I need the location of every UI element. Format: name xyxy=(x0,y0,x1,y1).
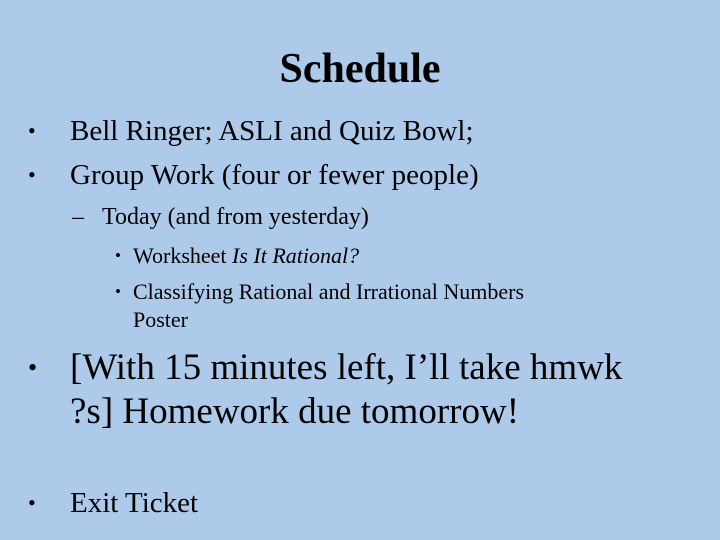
sub-sub-item-poster xyxy=(115,278,524,334)
sub-item-text: Today (and from yesterday) xyxy=(102,204,369,230)
bullet-text: Group Work (four or fewer people) xyxy=(70,159,479,191)
sub-sub-item-worksheet xyxy=(115,242,359,270)
bullet-icon: • xyxy=(28,118,36,143)
worksheet-prefix: Worksheet xyxy=(133,243,233,268)
bullet-icon: • xyxy=(28,353,38,382)
sub-sub-item-text xyxy=(133,242,359,270)
poster-line-2: Poster xyxy=(133,307,188,332)
bullet-text: [With 15 minutes left, I’ll take hmwk ?s] Homework due tomorrow! xyxy=(70,347,623,432)
bullet-icon: • xyxy=(115,246,121,265)
bullet-icon: • xyxy=(115,282,121,301)
worksheet-title: Is It Rational? xyxy=(232,243,360,268)
bullet-text: Bell Ringer; ASLI and Quiz Bowl; xyxy=(70,115,474,147)
bullet-icon: • xyxy=(28,162,36,187)
dash-icon: – xyxy=(72,204,84,230)
bullet-item-group-work xyxy=(28,158,479,192)
bullet-text: Exit Ticket xyxy=(70,487,199,519)
bullet-icon: • xyxy=(28,490,36,515)
poster-line-1: Classifying Rational and Irrational Numbers xyxy=(133,279,525,304)
sub-sub-item-text xyxy=(133,278,524,334)
slide-title: Schedule xyxy=(279,46,441,92)
bullet-item-bell-ringer xyxy=(28,114,474,148)
sub-item-today xyxy=(72,202,369,232)
bullet-item-exit-ticket xyxy=(28,486,198,520)
bullet-item-homework xyxy=(28,346,630,434)
